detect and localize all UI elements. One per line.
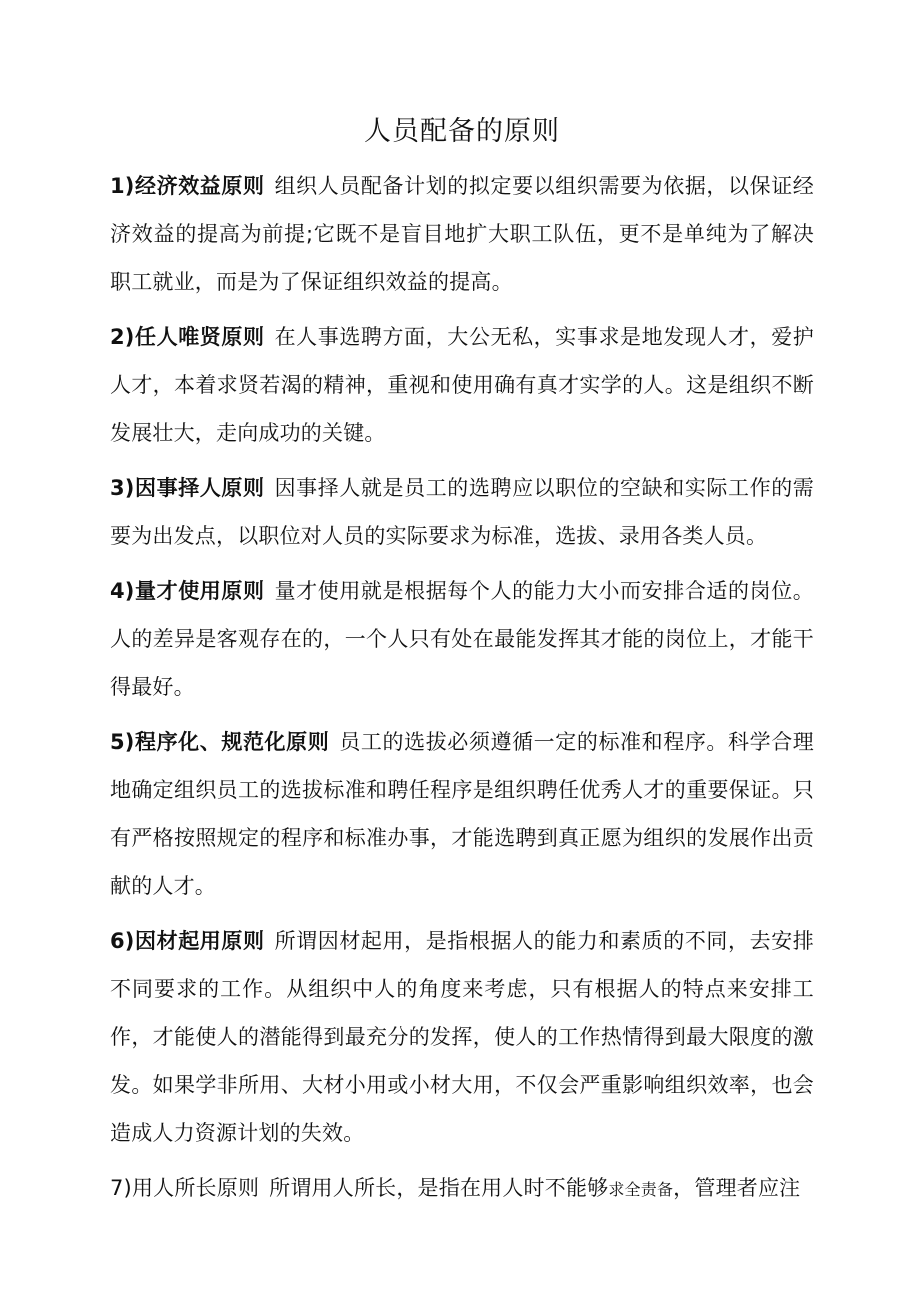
document-page (110, 112, 814, 1221)
principle-3 (110, 464, 814, 560)
principle-7-body-before: 所谓用人所长，是指在用人时不能够 (269, 1176, 609, 1200)
principle-7-heading: 7)用人所长原则 (110, 1176, 260, 1200)
principle-1 (110, 162, 814, 306)
principle-5-heading: 5)程序化、规范化原则 (110, 730, 330, 754)
principle-2 (110, 313, 814, 457)
principle-6 (110, 917, 814, 1157)
page-title: 人员配备的原则 (364, 116, 560, 147)
principle-3-heading: 3)因事择人原则 (110, 476, 265, 500)
principle-2-heading: 2)任人唯贤原则 (110, 325, 265, 349)
principle-1-body: 组织人员配备计划的拟定要以组织需要为依据，以保证经济效益的提高为前提;它既不是盲目地扩大职工队伍，更不是单纯为了解决职工就业，而是为了保证组织效益的提高。 (110, 174, 814, 294)
principle-7-body-small: 求全责备 (608, 1180, 674, 1199)
principle-1-heading: 1)经济效益原则 (110, 174, 265, 198)
principle-6-body: 所谓因材起用，是指根据人的能力和素质的不同，去安排不同要求的工作。从组织中人的角度来考虑，只有根据人的特点来安排工作，才能使人的潜能得到最充分的发挥，使人的工作热情得到最大限度的激发。如果学非所用、大材小用或小材大用，不仅会严重影响组织效率，也会造成人力资源计划的失效。 (110, 929, 814, 1145)
principle-7-body-after: ，管理者应注 (673, 1176, 801, 1200)
principle-5 (110, 718, 814, 910)
principle-5-body: 员工的选拔必须遵循一定的标准和程序。科学合理地确定组织员工的选拔标准和聘任程序是组织聘任优秀人才的重要保证。只有严格按照规定的程序和标准办事，才能选聘到真正愿为组织的发展作出贡献的人才。 (110, 730, 814, 898)
principle-2-body: 在人事选聘方面，大公无私，实事求是地发现人才，爱护人才，本着求贤若渴的精神，重视和使用确有真才实学的人。这是组织不断发展壮大，走向成功的关键。 (110, 325, 814, 445)
principle-7 (110, 1164, 814, 1214)
principle-4-body: 量才使用就是根据每个人的能力大小而安排合适的岗位。人的差异是客观存在的，一个人只有处在最能发挥其才能的岗位上，才能干得最好。 (110, 579, 814, 699)
principle-6-heading: 6)因材起用原则 (110, 929, 265, 953)
principle-4 (110, 567, 814, 711)
principle-4-heading: 4)量才使用原则 (110, 579, 265, 603)
principle-3-body: 因事择人就是员工的选聘应以职位的空缺和实际工作的需要为出发点，以职位对人员的实际要求为标准，选拔、录用各类人员。 (110, 476, 814, 548)
